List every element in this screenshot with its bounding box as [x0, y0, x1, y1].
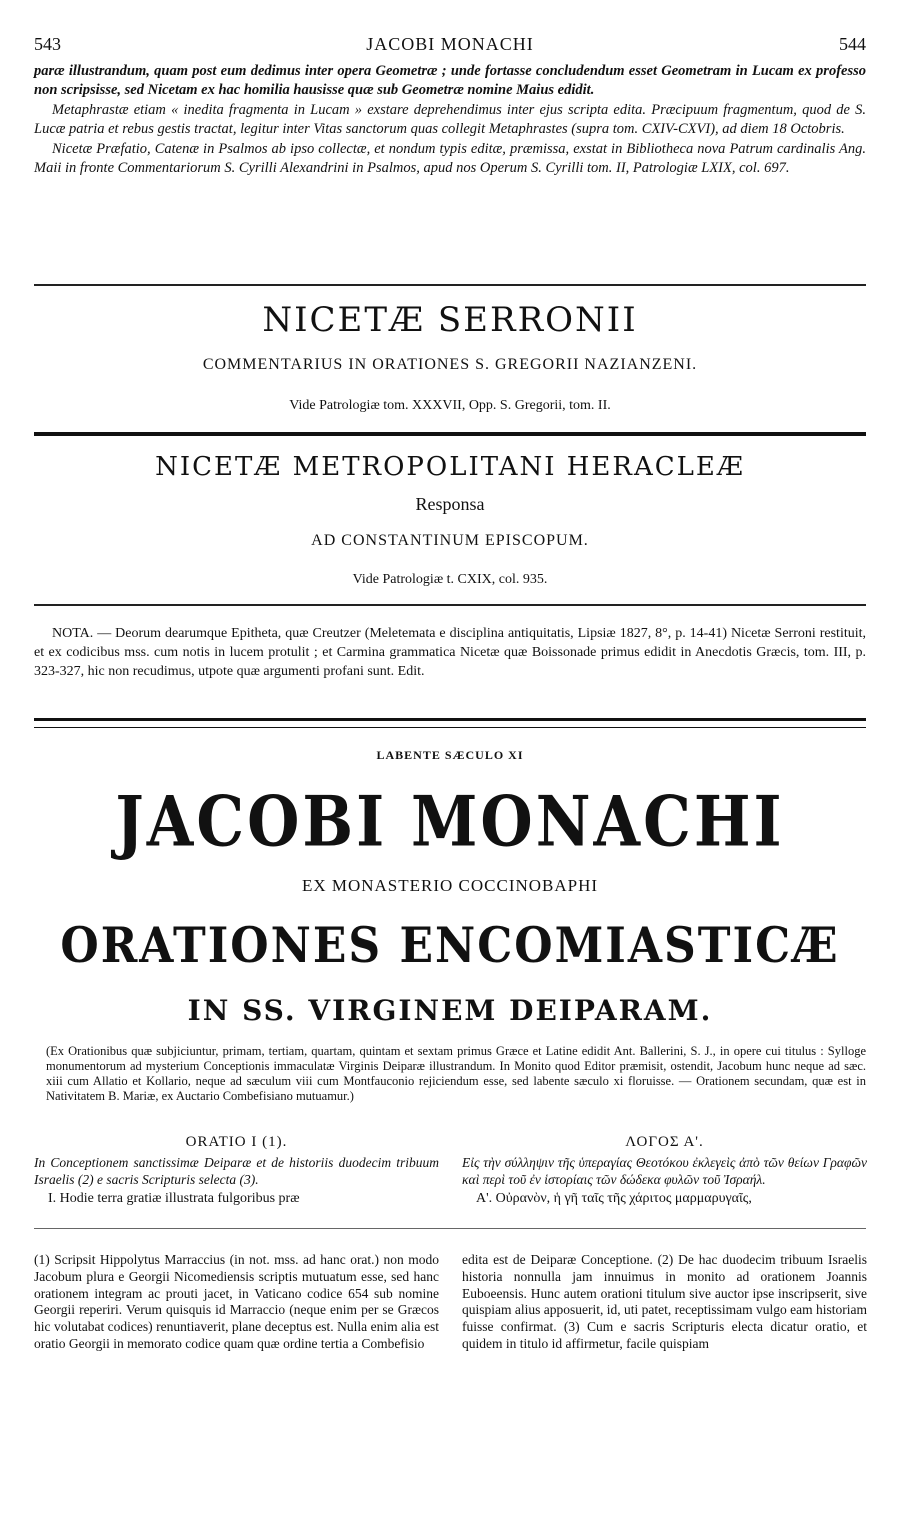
running-title: JACOBI MONACHI: [366, 34, 534, 54]
paragraph-nicetae-praefatio: Nicetæ Præfatio, Catenæ in Psalmos ab ipso collectæ, et nondum typis editæ, præmissa, exstat in Bibliotheca nova Patrum cardinalis Ang. Maii in fronte Commentariorum S. Cyrilli Alexandrini in Psalmos, apud nos Operum S. Cyrilli tom. II, Patrologiæ LXIX, col. 697.: [34, 141, 866, 176]
orationes-title: ORATIONES ENCOMIASTICÆ: [60, 918, 840, 975]
nota-block: [34, 624, 866, 681]
nota-text: NOTA. — Deorum dearumque Epitheta, quæ Creutzer (Meletemata e disciplina antiquitatis, Lipsiæ 1827, 8°, p. 14-41) Nicetæ Serroni restituit, et ex codicibus mss. cum notis in lucem protulit ; et Carmina grammatica Nicetæ quæ Boissonade primus edidit in Anecdotis Græcis, tom. III, p. 323-327, hic non recudimus, utpote quæ argumenti profani sunt. Edit.: [34, 626, 866, 679]
intro-paragraph: (Ex Orationibus quæ subjiciuntur, primam, tertiam, quartam, quintam et sextam primus Græce et Latine edidit Ant. Ballerini, S. J., in opere cui titulus : Sylloge monumentorum ad mysterium Conceptionis immaculatæ Virginis Deiparæ illustrandum. In Monito quod Editor præmisit, ostendit, Jacobum hunc neque ad sæc. xiii cum Allatio et Kollario, neque ad sæculum viii cum Montfauconio rejiciendum esse, sed labente sæculo xi floruisse. — Orationem secundam, quæ est in Nativitatem B. Mariæ, ex Auctario Combefisiano mutuamur.): [46, 1044, 866, 1103]
page-number-left: 543: [34, 34, 61, 54]
running-head: [34, 34, 866, 56]
top-continuation: [34, 62, 866, 177]
labente-saeculo: LABENTE SÆCULO XI: [376, 748, 524, 762]
latin-column: [34, 1134, 439, 1208]
main-title: JACOBI MONACHI: [115, 782, 785, 863]
section-divider: [34, 432, 866, 436]
paragraph-continuation: paræ illustrandum, quam post eum dedimus inter opera Geometræ ; unde fortasse concludendum esset Geometram in Lucam ex professo non scripsisse, sed Nicetam ex hac homilia hausisse quæ sub Geometræ nomine Maius edidit.: [34, 63, 866, 98]
page-number-right: 544: [839, 34, 866, 54]
oratio-caption: In Conceptionem sanctissimæ Deiparæ et de historiis duodecim tribuum Israelis (2) e sacris Scripturis selecta (3).: [34, 1155, 439, 1187]
greek-column: [462, 1134, 867, 1208]
section-ad-constantinum: AD CONSTANTINUM EPISCOPUM.: [311, 532, 589, 549]
section-title-heracleae: NICETÆ METROPOLITANI HERACLEÆ: [155, 452, 745, 482]
footnote-separator: [34, 1228, 866, 1229]
footnotes-left: (1) Scripsit Hippolytus Marraccius (in not. mss. ad hanc orat.) non modo Jacobum plura e Georgii Nicomediensis scriptis mutuatum esse, sed hanc orationem integram ac prouti jacet, in Vaticano codice 654 sub nomine Georgii reperiri. Verum quisquis id Marraccio (neque enim per se Græcos hic volutabat codices) renuntiaverit, plane deceptus est. Nulla enim alia est oratio Georgii in memorato codice quam quæ ordine tertia a Combefisio: [34, 1252, 439, 1351]
section-divider: [34, 604, 866, 606]
section-divider-double: [34, 718, 866, 728]
logos-caption: Εἰς τὴν σύλληψιν τῆς ὑπεραγίας Θεοτόκου ἐκλεγεὶς ἀπὸ τῶν θείων Γραφῶν καὶ περὶ τοῦ ἐν ἱστορίαις τῶν δώδεκα φυλῶν τοῦ Ἰσραήλ.: [462, 1155, 867, 1187]
oratio-heading: ORATIO I (1).: [185, 1134, 288, 1150]
logos-heading: ΛΟΓΟΣ Α'.: [625, 1134, 704, 1150]
section-subtitle-serronii: COMMENTARIUS IN ORATIONES S. GREGORII NAZIANZENI.: [202, 356, 698, 373]
vide-reference-serronii: Vide Patrologiæ tom. XXXVII, Opp. S. Gregorii, tom. II.: [289, 398, 611, 413]
vide-reference-heracleae: Vide Patrologiæ t. CXIX, col. 935.: [352, 572, 548, 587]
section-responsa: Responsa: [415, 494, 485, 514]
section-title-serronii: NICETÆ SERRONII: [262, 300, 638, 340]
logos-text: Α'. Οὐρανὸν, ἡ γῆ ταῖς τῆς χάριτος μαρμαρυγαῖς,: [476, 1191, 752, 1206]
main-subtitle: EX MONASTERIO COCCINOBAPHI: [301, 876, 599, 895]
footnotes-right: edita est de Deiparæ Conceptione. (2) De hac duodecim tribuum Israelis historia nonnulla jam innuimus in monito ad orationem Joannis Euboeensis. Hunc autem orationi titulum sive auctor ipse inscripserit, sive quispiam alius apposuerit, id, uti patet, receptissimam vulgo eam historiam fuisse confirmat. (3) Cum e sacris Scripturis electa dicatur oratio, et quidem in titulo id affirmetur, facile quispiam: [462, 1252, 867, 1351]
in-ss-title: IN SS. VIRGINEM DEIPARAM.: [187, 994, 713, 1027]
section-divider: [34, 284, 866, 286]
oratio-text: I. Hodie terra gratiæ illustrata fulgoribus præ: [48, 1191, 300, 1206]
paragraph-metaphrastae: Metaphrastæ etiam « inedita fragmenta in Lucam » exstare deprehendimus inter ejus scripta edita. Præcipuum fragmentum, quod de S. Lucæ patria et rebus gestis tractat, legitur inter Vitas sanctorum quas collegit Metaphrastes (supra tom. CXIV-CXVI), ad diem 18 Octobris.: [34, 102, 866, 137]
